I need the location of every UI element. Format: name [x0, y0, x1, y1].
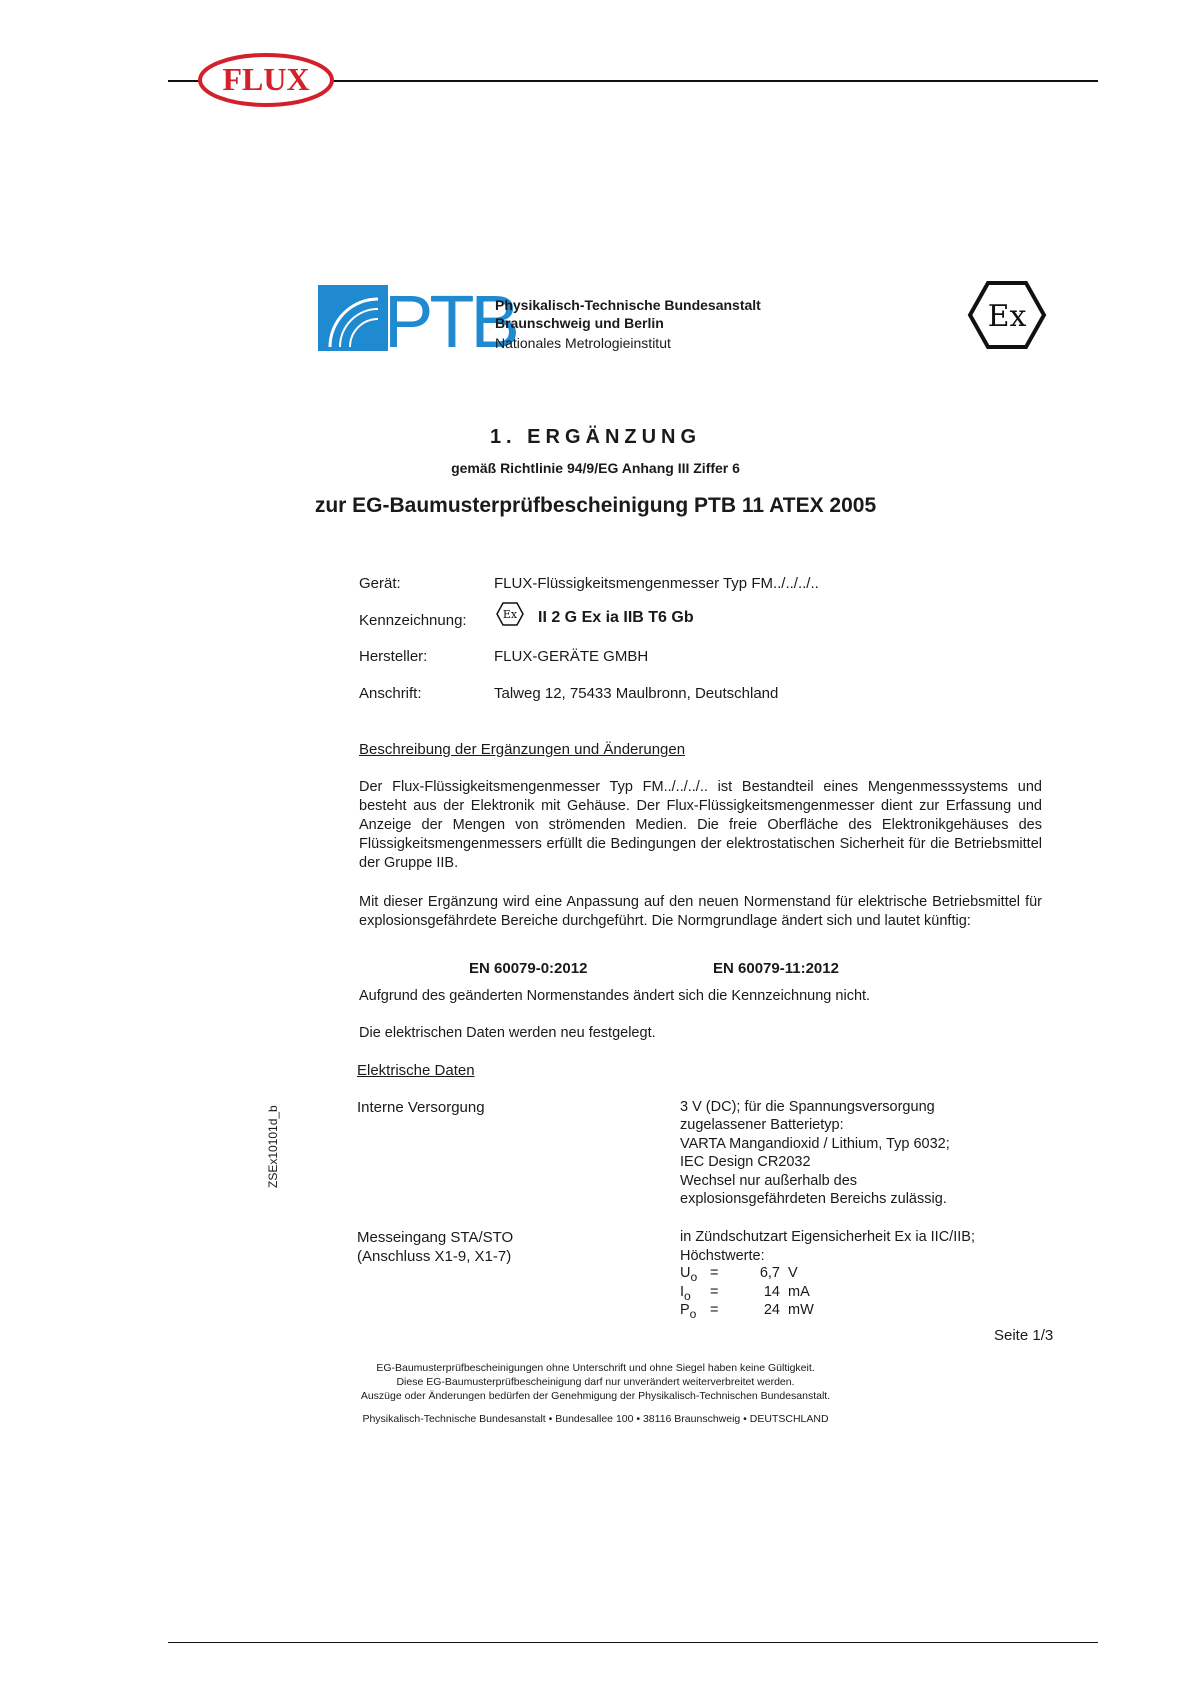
input-label: Messeingang STA/STO — [357, 1229, 514, 1246]
input-line: in Zündschutzart Eigensicherheit Ex ia IIC/IIB; — [680, 1229, 975, 1245]
ptb-subtitle: Nationales Metrologieinstitut — [495, 335, 671, 351]
footer-note-1: EG-Baumusterprüfbescheinigungen ohne Unterschrift und ohne Siegel haben keine Gültigkeit. — [376, 1362, 815, 1374]
device-label: Gerät: — [359, 575, 401, 592]
supply-line: IEC Design CR2032 — [680, 1154, 811, 1170]
page-number: Seite 1/3 — [994, 1327, 1054, 1344]
max-value-subscript: o — [689, 1306, 697, 1321]
electrical-heading: Elektrische Daten — [357, 1062, 475, 1079]
supply-line: VARTA Mangandioxid / Lithium, Typ 6032; — [680, 1136, 950, 1152]
max-value-equals: = — [710, 1302, 719, 1318]
marking-label: Kennzeichnung: — [359, 612, 467, 629]
address-value: Talweg 12, 75433 Maulbronn, Deutschland — [494, 685, 779, 702]
max-value-symbol: U — [680, 1265, 691, 1281]
footer-address: Physikalisch-Technische Bundesanstalt • Bundesallee 100 • 38116 Braunschweig • DEUTSCHLAND — [362, 1413, 829, 1425]
ptb-logo — [318, 280, 516, 363]
max-value-row — [680, 1302, 814, 1321]
description-paragraph-3: Aufgrund des geänderten Normenstandes ändert sich die Kennzeichnung nicht. — [359, 988, 871, 1004]
footer-note-2: Diese EG-Baumusterprüfbescheinigung darf nur unverändert weiterverbreitet werden. — [396, 1376, 795, 1388]
max-value-equals: = — [710, 1265, 719, 1281]
max-value-symbol: P — [680, 1302, 690, 1318]
description-paragraph-1: Der Flux-Flüssigkeitsmengenmesser Typ FM../../../.. ist Bestandteil eines Mengenmesssystems und besteht aus der Elektronik mit Gehäuse. Der Flux-Flüssigkeitsmengenmesser dient zur Erfassung und Anzeige der Mengen von strömenden Medien. Die freie Oberfläche des Elektronikgehäuses des Flüssigkeitsmengenmessers erfüllt die Bedingungen der elektrostatischen Sicherheit für die Betriebsmittel der Gruppe IIB. — [359, 779, 1042, 871]
description-paragraph-2: Mit dieser Ergänzung wird eine Anpassung auf den neuen Normenstand für elektrische Betriebsmittel für explosionsgefährdete Bereiche durchgeführt. Die Normgrundlage ändert sich und lautet künftig: — [359, 894, 1042, 929]
address-label: Anschrift: — [359, 685, 422, 702]
manufacturer-value: FLUX-GERÄTE GMBH — [494, 648, 649, 665]
side-document-code: ZSEx10101d_b — [266, 1105, 280, 1188]
supply-line: 3 V (DC); für die Spannungsversorgung — [680, 1099, 935, 1115]
flux-logo — [196, 50, 336, 110]
supply-line: Wechsel nur außerhalb des — [680, 1173, 858, 1189]
ex-marking-icon — [496, 602, 524, 626]
marking-value: II 2 G Ex ia IIB T6 Gb — [538, 609, 694, 626]
standard-2: EN 60079-11:2012 — [713, 960, 839, 977]
description-paragraph-4: Die elektrischen Daten werden neu festgelegt. — [359, 1025, 656, 1041]
footer-note-3: Auszüge oder Änderungen bedürfen der Genehmigung der Physikalisch-Technischen Bundesanstalt. — [360, 1390, 831, 1402]
description-heading: Beschreibung der Ergänzungen und Änderungen — [359, 741, 686, 758]
ex-mark-icon — [968, 280, 1046, 350]
document-title: 1. ERGÄNZUNG — [489, 426, 702, 448]
max-value-row — [680, 1265, 798, 1284]
max-value-subscript: o — [690, 1269, 698, 1284]
max-value-number: 6,7 — [759, 1265, 780, 1281]
ptb-logo-text: PTB — [384, 280, 516, 363]
certificate-title: zur EG-Baumusterprüfbescheinigung PTB 11 ATEX 2005 — [314, 494, 877, 517]
standard-1: EN 60079-0:2012 — [469, 960, 588, 977]
max-value-number: 14 — [763, 1284, 780, 1300]
footer-rule — [168, 1642, 1098, 1643]
max-value-unit: mW — [788, 1302, 814, 1318]
supply-label: Interne Versorgung — [357, 1099, 485, 1116]
max-value-equals: = — [710, 1284, 719, 1300]
supply-line: explosionsgefährdeten Bereichs zulässig. — [680, 1191, 947, 1207]
ptb-name: Physikalisch-Technische Bundesanstalt — [495, 297, 761, 313]
device-value: FLUX-Flüssigkeitsmengenmesser Typ FM../../../.. — [494, 575, 819, 592]
max-value-subscript: o — [684, 1288, 691, 1303]
supply-line: zugelassener Batterietyp: — [680, 1117, 844, 1133]
input-line: Höchstwerte: — [680, 1248, 765, 1264]
max-value-row — [680, 1284, 810, 1303]
document-subtitle: gemäß Richtlinie 94/9/EG Anhang III Ziffer 6 — [451, 460, 740, 476]
flux-logo-text: FLUX — [222, 61, 310, 97]
max-value-number: 24 — [763, 1302, 780, 1318]
max-value-unit: mA — [788, 1284, 810, 1300]
max-value-symbol: I — [680, 1284, 685, 1300]
ptb-location: Braunschweig und Berlin — [495, 315, 664, 331]
input-connection-label: (Anschluss X1-9, X1-7) — [357, 1248, 512, 1265]
ex-marking-text: Ex — [502, 608, 518, 621]
max-value-unit: V — [788, 1265, 798, 1281]
ex-mark-text: Ex — [987, 299, 1027, 334]
manufacturer-label: Hersteller: — [359, 648, 428, 665]
